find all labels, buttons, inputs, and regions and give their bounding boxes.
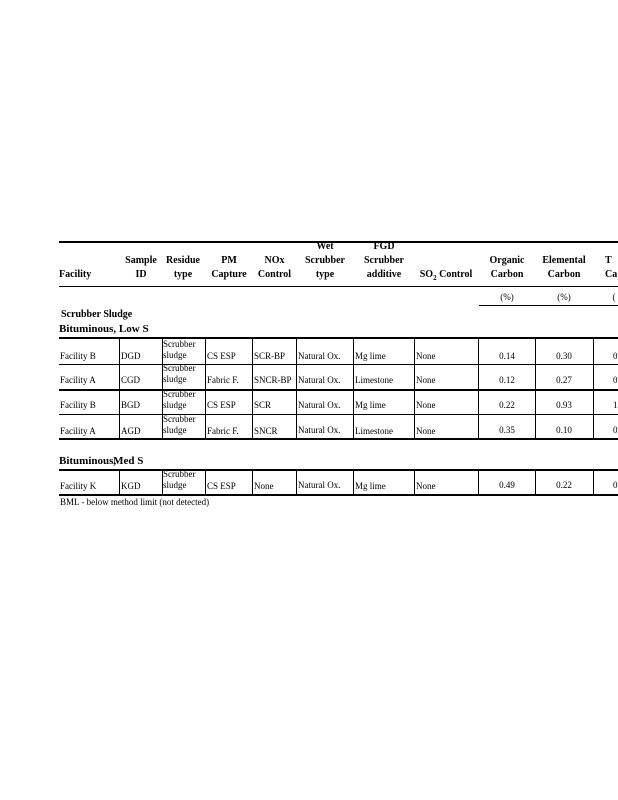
header-residue-line1: Residue [166,255,200,266]
header-fgd-line2: Scrubber [364,255,404,266]
cell-sample: AGD [121,426,141,436]
header-organic-carbon [479,254,535,282]
header-residue-line2: type [173,269,193,280]
header-elemental-line2: Carbon [547,269,581,280]
section-bituminous-low-s: Bituminous, Low S [59,323,149,335]
header-fgd-line1: FGD [373,241,395,252]
vline-low [252,338,253,439]
cell-total: 1 [613,400,618,410]
unit-total: ( [612,292,616,302]
cell-residue [163,339,196,361]
cell-nox: SNCR-BP [254,375,292,385]
header-wet-scrubber-type [297,240,353,282]
cell-nox: None [254,481,274,491]
header-sample-line2: ID [135,269,147,280]
vline-low [593,338,594,439]
cell-fgd: Limestone [355,426,393,436]
cell-nox: SCR-BP [254,351,286,361]
cell-residue-line1: Scrubber [163,389,196,399]
header-pm-capture [206,254,252,282]
section-bituminous-med-s [59,455,143,467]
header-facility-text: Facility [59,269,92,280]
section-scrubber-sludge: Scrubber Sludge [61,309,133,320]
cell-sample: BGD [121,400,141,410]
cell-organic: 0.35 [499,425,515,435]
header-elemental-line1: Elemental [542,255,586,266]
cell-wet: Natural Ox. [298,351,341,361]
cell-organic: 0.12 [499,375,515,385]
vline-low [414,338,415,439]
header-organic-line2: Carbon [490,269,524,280]
cell-wet: Natural Ox. [298,375,341,385]
cell-wet: Natural Ox. [298,400,341,410]
header-sample-id [121,254,161,282]
cell-residue-line1: Scrubber [163,363,196,373]
vline-low [205,338,206,439]
cell-residue-line1: Scrubber [163,414,196,424]
cell-fgd: Mg lime [355,351,386,361]
unit-elemental: (%) [557,292,571,302]
cell-residue [163,389,196,411]
cell-fgd: Mg lime [355,481,386,491]
header-wet-line3: type [315,269,335,280]
vline-med [296,470,297,495]
header-fgd-additive [354,240,414,282]
cell-so2: None [416,426,436,436]
vline-low [119,338,120,439]
cell-residue [163,414,196,436]
cell-pm: CS ESP [207,351,236,361]
header-sample-line1: Sample [125,255,157,266]
cell-pm: Fabric F. [207,375,239,385]
header-elemental-carbon [536,254,592,282]
header-nox-control [253,254,296,282]
cell-total: 0 [613,425,618,435]
cell-elemental: 0.30 [556,351,572,361]
cell-residue-line1: Scrubber [163,469,196,479]
unit-organic: (%) [500,292,514,302]
header-total-carbon [605,254,618,282]
cell-organic: 0.49 [499,480,515,490]
cell-residue-line1: Scrubber [163,339,196,349]
vline-med [353,470,354,495]
header-wet-line2: Scrubber [305,255,345,266]
header-so2-prefix: SO [419,269,434,280]
vline-med [252,470,253,495]
header-wet-line1: Wet [316,241,334,252]
cell-residue-line2: sludge [163,374,187,384]
cell-residue [163,469,196,491]
header-total-line2: Ca [605,269,618,280]
cell-elemental: 0.22 [556,480,572,490]
cell-residue-line2: sludge [163,400,187,410]
vline-med [205,470,206,495]
cell-wet: Natural Ox. [298,480,341,490]
cell-fgd: Limestone [355,375,393,385]
vline-med [593,470,594,495]
cell-total: 0 [613,375,618,385]
cell-pm: CS ESP [207,481,236,491]
header-so2-sub: 2 [433,274,437,282]
cell-total: 0 [613,351,618,361]
cell-residue-line2: sludge [163,350,187,360]
header-nox-line2: Control [257,269,292,280]
cell-wet: Natural Ox. [298,425,341,435]
header-bottom-rule [59,286,618,287]
cell-facility: Facility B [60,351,96,361]
cell-pm: CS ESP [207,400,236,410]
cell-facility: Facility B [60,400,96,410]
cell-nox: SCR [254,400,272,410]
header-facility [59,268,119,282]
header-nox-line1: NOx [264,255,285,266]
cell-facility: Facility K [60,481,97,491]
header-fgd-line3: additive [366,269,402,280]
vline-med [414,470,415,495]
units-rule [479,305,618,306]
header-pm-line1: PM [221,255,237,266]
footnote-bml: BML - below method limit (not detected) [60,497,210,507]
cell-facility: Facility A [60,426,96,436]
cell-sample: KGD [121,481,141,491]
cell-so2: None [416,481,436,491]
cell-residue-line2: sludge [163,480,187,490]
cell-elemental: 0.27 [556,375,572,385]
header-pm-line2: Capture [211,269,247,280]
cell-fgd: Mg lime [355,400,386,410]
vline-med [119,470,120,495]
cell-sample: CGD [121,375,141,385]
section-med-s-part2: Med S [113,455,144,467]
cell-residue-line2: sludge [163,425,187,435]
cell-nox: SNCR [254,426,278,436]
cell-elemental: 0.10 [556,425,572,435]
section-med-s-part1: Bituminous, [59,455,117,467]
header-total-line1: T [605,255,612,266]
cell-so2: None [416,400,436,410]
vline-low [353,338,354,439]
cell-so2: None [416,351,436,361]
cell-so2: None [416,375,436,385]
cell-residue [163,363,196,385]
cell-organic: 0.22 [499,400,515,410]
cell-elemental: 0.93 [556,400,572,410]
header-residue-type [162,254,204,282]
cell-organic: 0.14 [499,351,515,361]
cell-facility: Facility A [60,375,96,385]
header-so2-control [415,268,477,285]
header-so2-text [420,269,473,280]
cell-sample: DGD [121,351,141,361]
cell-total: 0 [613,480,618,490]
header-organic-line1: Organic [489,255,525,266]
header-so2-suffix: Control [436,269,473,280]
vline-low [296,338,297,439]
cell-pm: Fabric F. [207,426,239,436]
